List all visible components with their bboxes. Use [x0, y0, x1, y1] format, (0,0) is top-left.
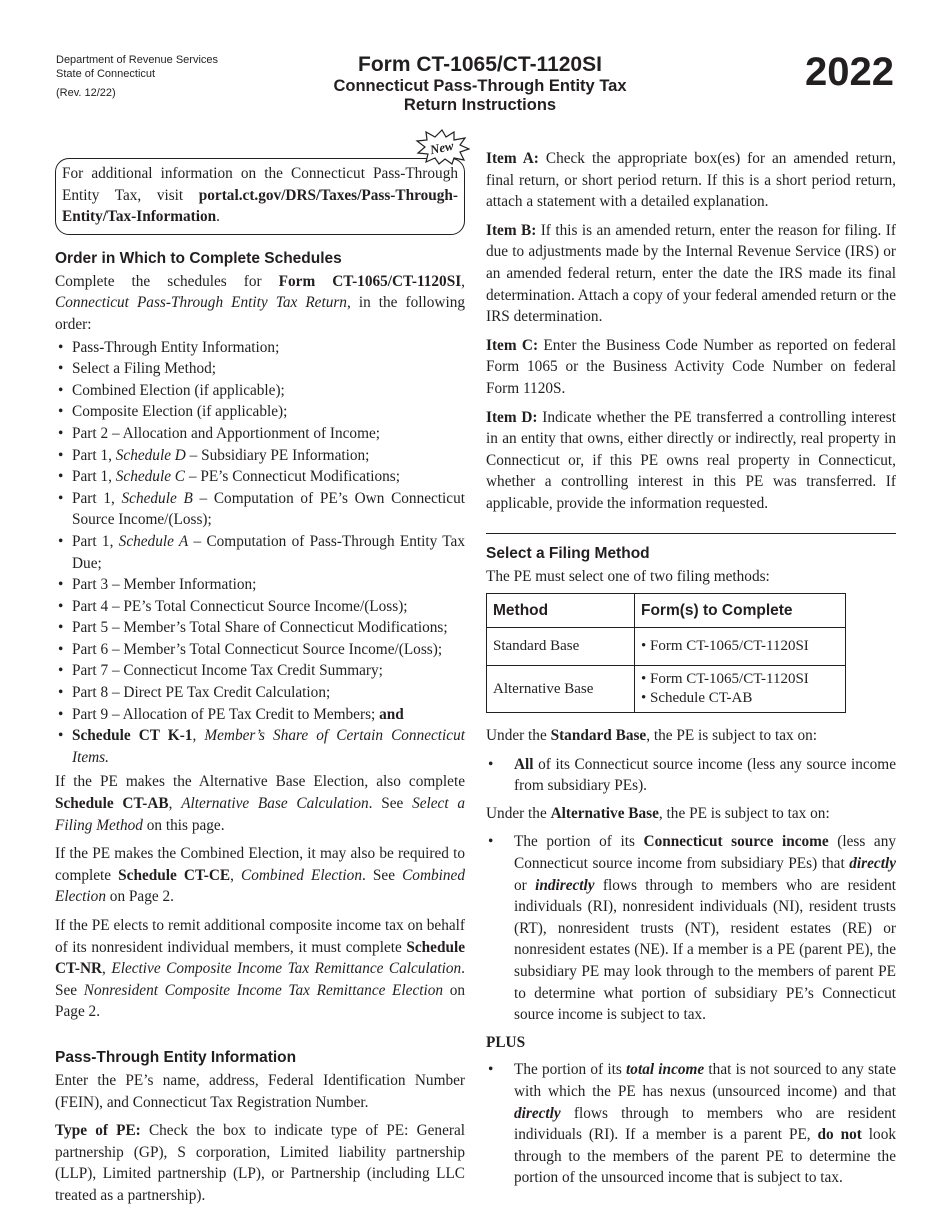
text-run: Part 1,	[72, 468, 116, 486]
text-run: and	[379, 705, 404, 723]
text-run: Alternative Base Calculation	[181, 795, 369, 813]
text-run: Part 7 – Connecticut Income Tax Credit Summary;	[72, 662, 383, 680]
list-item	[55, 358, 465, 380]
text-run: , the PE is subject to tax on:	[646, 727, 818, 745]
item-d-paragraph	[486, 407, 896, 515]
composite-paragraph	[55, 915, 465, 1023]
text-run: (less any Connecticut source income from subsidiary PEs) that	[514, 833, 896, 873]
text-run: Composite Election (if applicable);	[72, 403, 288, 421]
text-run: Combined Election (if applicable);	[72, 381, 285, 399]
list-item	[55, 337, 465, 359]
text-run: Part 2 – Allocation and Apportionment of Income;	[72, 424, 381, 442]
list-item	[55, 574, 465, 596]
type-of-pe-paragraph	[55, 1120, 465, 1206]
list-item	[486, 754, 896, 797]
text-run: Connecticut Pass-Through Entity Tax Return	[55, 294, 347, 312]
text-run: . See	[361, 866, 403, 884]
text-run: Schedule CT K-1	[72, 727, 193, 745]
text-run: If this is an amended return, enter the reason for filing. If due to adjustments made by the Internal Revenue Service (IRS) or an amended federal return, enter the date the IRS made its final determination. Attach a copy of your federal amended return or the IRS determination.	[486, 221, 896, 326]
text-run: Schedule C	[115, 468, 186, 486]
text-run: Schedule CT-AB	[55, 795, 169, 813]
text-run: look through to the members of the parent PE to determine the portion of the unsourced income that is subject to tax.	[514, 1126, 896, 1187]
text-run: Nonresident Composite Income Tax Remittance Election	[83, 981, 444, 999]
text-run: The portion of its	[514, 1061, 627, 1079]
table-header-row	[487, 594, 846, 628]
text-run: Member’s Share of Certain Connecticut Items.	[72, 727, 465, 766]
list-item	[55, 617, 465, 639]
list-item	[55, 380, 465, 402]
text-run: directly	[849, 855, 896, 873]
filing-method-intro: The PE must select one of two filing methods:	[486, 567, 770, 585]
list-item	[486, 831, 896, 1025]
list-item	[55, 401, 465, 423]
alternative-base-list-2	[486, 1059, 896, 1189]
text-run: ,	[461, 272, 465, 290]
text-run: Combined Election	[55, 866, 465, 906]
text-run: Connecticut source income	[643, 833, 829, 851]
text-run: – Computation of PE’s Own Connecticut Source Income/(Loss);	[72, 489, 465, 529]
text-run: , the PE is subject to tax on:	[658, 804, 830, 822]
text-run: . See	[55, 960, 465, 999]
item-a-paragraph	[486, 148, 896, 213]
forms-cell: • Form CT-1065/CT-1120SI • Schedule CT-AB	[635, 666, 846, 713]
text-run: or	[514, 876, 536, 894]
text-run: Under the	[486, 727, 551, 745]
text-run: Type of PE:	[55, 1122, 141, 1140]
form-item: Schedule CT-AB	[650, 690, 753, 707]
filing-method-heading: Select a Filing Method	[486, 544, 650, 562]
text-run: Combined Election	[241, 866, 362, 884]
text-run: Alternative Base	[550, 804, 659, 822]
svg-text:New: New	[428, 137, 455, 158]
new-starburst-icon	[414, 129, 470, 165]
text-run: Standard Base	[550, 727, 647, 745]
schedule-order-list	[55, 337, 465, 769]
text-run: Part 1,	[72, 489, 122, 507]
text-run: ,	[102, 960, 112, 978]
text-run: ,	[192, 727, 205, 745]
text-run: Part 1,	[72, 446, 116, 464]
text-run: on Page 2.	[55, 981, 465, 1021]
text-run: of its Connecticut source income (less any source income from subsidiary PEs).	[514, 755, 896, 795]
text-run: – PE’s Connecticut Modifications;	[185, 468, 401, 486]
list-item	[55, 639, 465, 661]
state-name: State of Connecticut	[56, 68, 156, 80]
text-run: Select a Filing Method;	[72, 360, 217, 378]
text-run: do not	[817, 1126, 862, 1144]
text-run: ,	[230, 866, 242, 884]
form-title-line-2: Return Instructions	[403, 96, 557, 114]
text-run: Part 5 – Member’s Total Share of Connecticut Modifications;	[72, 619, 448, 637]
text-run: Part 8 – Direct PE Tax Credit Calculation;	[72, 684, 331, 702]
text-run: Item C:	[486, 336, 539, 354]
text-run: Part 6 – Member’s Total Connecticut Source Income/(Loss);	[72, 640, 443, 658]
info-box-text	[62, 163, 458, 228]
info-box	[55, 137, 465, 235]
department-name: Department of Revenue Services	[56, 54, 219, 66]
text-run: Complete the schedules for	[55, 272, 279, 290]
form-item: Form CT-1065/CT-1120SI	[650, 671, 809, 688]
column-header-forms: Form(s) to Complete	[635, 594, 846, 628]
text-run: All	[514, 755, 534, 773]
order-heading: Order in Which to Complete Schedules	[55, 249, 342, 267]
text-run: Check the box to indicate type of PE: General partnership (GP), S corporation, Limited liability partnership (LLP), Limited partnership (LP), or Partnership (including LLC treated as a partnership).	[55, 1122, 465, 1204]
column-header-method: Method	[487, 594, 635, 628]
page-title	[290, 53, 670, 115]
text-run: on this page.	[142, 816, 225, 834]
text-run: – Subsidiary PE Information;	[185, 446, 370, 464]
text-run: Part 4 – PE’s Total Connecticut Source Income/(Loss);	[72, 597, 408, 615]
text-run: indirectly	[535, 876, 595, 894]
pte-info-heading: Pass-Through Entity Information	[55, 1048, 297, 1066]
text-run: Enter the PE’s name, address, Federal Identification Number (FEIN), and Connecticut Tax Registration Number.	[55, 1071, 465, 1111]
text-run: If the PE makes the Combined Election, it may also be required to complete	[55, 845, 465, 884]
text-run: Pass-Through Entity Information;	[72, 338, 280, 356]
text-run: directly	[514, 1104, 561, 1122]
standard-base-list	[486, 754, 896, 797]
method-cell: Alternative Base	[487, 666, 635, 713]
text-run: Schedule A	[118, 532, 189, 550]
alternative-base-paragraph	[55, 771, 465, 836]
text-run: Schedule B	[121, 489, 193, 507]
text-run: Part 9 – Allocation of PE Tax Credit to Members;	[72, 705, 380, 723]
text-run: Form CT-1065/CT-1120SI	[278, 272, 462, 290]
left-column	[55, 137, 465, 1214]
text-run: Elective Composite Income Tax Remittance Calculation	[111, 960, 462, 978]
list-item	[486, 1059, 896, 1189]
forms-cell: • Form CT-1065/CT-1120SI	[635, 628, 846, 666]
text-run: . See	[368, 795, 413, 813]
text-run: Check the appropriate box(es) for an amended return, final return, or short period return. If this is a short period return, attach a statement with a detailed explanation.	[486, 150, 896, 211]
text-run: If the PE makes the Alternative Base Election, also complete	[55, 773, 465, 791]
text-run: Schedule CT-NR	[55, 938, 465, 978]
text-run: – Computation of Pass-Through Entity Tax Due;	[72, 532, 465, 572]
form-number: Form CT-1065/CT-1120SI	[358, 53, 602, 76]
filing-method-table	[486, 593, 846, 713]
alternative-base-intro	[486, 803, 896, 825]
text-run: ,	[168, 795, 182, 813]
tax-year: 2022	[805, 50, 894, 94]
list-item	[55, 682, 465, 704]
text-run: For additional information on the Connecticut Pass-Through Entity Tax, visit	[62, 165, 458, 204]
text-run: Enter the Business Code Number as reported on federal Form 1065 or the Business Activity Code Number on federal Form 1120S.	[486, 336, 896, 397]
revision-date: (Rev. 12/22)	[56, 87, 116, 99]
list-item	[55, 488, 465, 531]
combined-election-paragraph	[55, 843, 465, 908]
list-item	[55, 423, 465, 445]
item-b-paragraph	[486, 220, 896, 328]
text-run: portal.ct.gov/DRS/Taxes/Pass-Through-Entity/Tax-Information	[62, 186, 458, 226]
right-column	[486, 148, 896, 1195]
item-c-paragraph	[486, 335, 896, 400]
text-run: .	[216, 208, 220, 226]
list-item	[55, 725, 465, 768]
method-cell: Standard Base	[487, 628, 635, 666]
text-run: , in the following order:	[55, 294, 465, 333]
order-intro	[55, 271, 465, 336]
text-run: that is not sourced to any state with which the PE has nexus (unsourced income) and that	[514, 1061, 897, 1100]
list-item	[55, 445, 465, 467]
text-run: Select a Filing Method	[55, 795, 465, 834]
text-run: Schedule D	[115, 446, 186, 464]
pte-info-paragraph	[55, 1070, 465, 1113]
text-run: flows through to members who are resident individuals (RI), nonresident individuals (NI), resident trusts (RT), nonresident trusts (NT), resident estates (RE) or nonresident estates (NE). If a member is a PE (parent PE), the subsidiary PE may look through to the members of parent PE to determine what portion of subsidiary PE’s Connecticut source income is subject to tax.	[514, 876, 896, 1024]
text-run: on Page 2.	[105, 888, 174, 906]
text-run: flows through to members who are resident individuals (RI). If a member is a parent PE,	[514, 1104, 896, 1144]
text-run: The portion of its	[514, 833, 644, 851]
form-item: Form CT-1065/CT-1120SI	[650, 638, 809, 655]
list-item	[55, 660, 465, 682]
list-item	[55, 596, 465, 618]
table-row	[487, 666, 846, 713]
alternative-base-list	[486, 831, 896, 1025]
list-item	[55, 704, 465, 726]
agency-block	[56, 53, 218, 100]
text-run: If the PE elects to remit additional composite income tax on behalf of its nonresident individual members, it must complete	[55, 917, 465, 956]
plus-label: PLUS	[486, 1033, 526, 1051]
text-run: Part 1,	[72, 532, 119, 550]
table-row	[487, 628, 846, 666]
form-title-line-1: Connecticut Pass-Through Entity Tax	[333, 77, 627, 95]
section-divider	[486, 533, 896, 534]
text-run: Under the	[486, 804, 551, 822]
text-run: Part 3 – Member Information;	[72, 576, 257, 594]
text-run: Item A:	[486, 150, 539, 167]
standard-base-intro	[486, 725, 896, 747]
list-item	[55, 466, 465, 488]
text-run: Indicate whether the PE transferred a controlling interest in an entity that owns, either directly or indirectly, real property in Connecticut or, if this PE owns real property in Connecticut, whether a controlling interest in this PE was transferred. If applicable, provide the information requested.	[486, 408, 897, 512]
text-run: Item B:	[486, 221, 537, 239]
text-run: total income	[626, 1061, 705, 1079]
list-item	[55, 531, 465, 574]
text-run: Item D:	[486, 408, 538, 426]
text-run: Schedule CT-CE	[118, 866, 231, 884]
